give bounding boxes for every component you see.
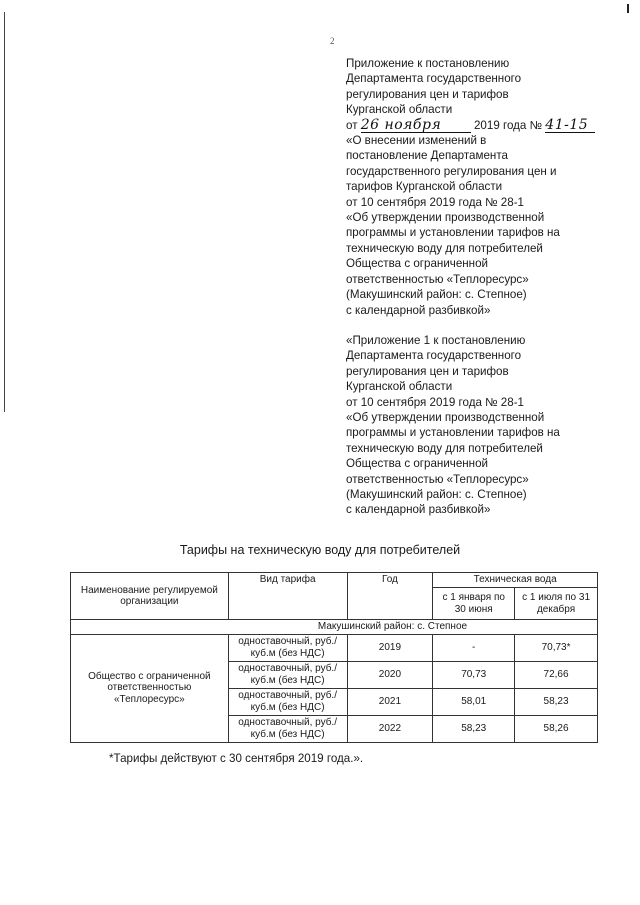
annex-line: государственного регулирования цен и xyxy=(346,164,557,178)
header-second-half: с 1 июля по 31 декабря xyxy=(515,588,598,620)
annex-line: «Приложение 1 к постановлению xyxy=(346,333,526,347)
value-second-half: 58,26 xyxy=(515,715,598,742)
annex-line: регулирования цен и тарифов xyxy=(346,364,509,378)
tariff-type-cell: одноставочный, руб./куб.м (без НДС) xyxy=(228,688,347,715)
org-name-cell: Общество с ограниченной ответственностью «Теплоресурс» xyxy=(71,634,229,742)
tariff-type-cell: одноставочный, руб./куб.м (без НДС) xyxy=(228,661,347,688)
annex-line: Департамента государственного xyxy=(346,349,522,363)
year-cell: 2022 xyxy=(347,715,433,742)
annex-line: Приложение к постановлению xyxy=(346,57,510,70)
annex-line: техническую воду для потребителей xyxy=(346,441,543,455)
handwritten-date-field xyxy=(360,116,471,133)
date-year: 2019 года № xyxy=(473,118,543,132)
annex-line: Курганской области xyxy=(346,380,453,394)
footnote: *Тарифы действуют с 30 сентября 2019 года.». xyxy=(109,752,364,765)
tariff-table xyxy=(70,572,598,743)
header-first-half: с 1 января по 30 июня xyxy=(433,588,515,620)
annex-date-line xyxy=(346,118,631,133)
annex-line: регулирования цен и тарифов xyxy=(346,87,509,101)
region-row: Макушинский район: с. Степное xyxy=(71,620,598,635)
year-cell: 2020 xyxy=(347,661,433,688)
handwritten-number-field xyxy=(545,116,595,133)
annex-line: от 10 сентября 2019 года № 28-1 xyxy=(346,395,525,409)
year-cell: 2019 xyxy=(347,634,433,661)
page-number: 2 xyxy=(330,36,335,46)
annex-line: ответственностью «Теплоресурс» xyxy=(346,472,529,486)
value-first-half: - xyxy=(433,634,515,661)
header-org: Наименование регулируемой организации xyxy=(71,573,229,620)
value-second-half: 70,73* xyxy=(515,634,598,661)
value-first-half: 70,73 xyxy=(433,661,515,688)
handwritten-date: 26 ноября xyxy=(360,116,442,133)
scan-corner-mark xyxy=(627,4,629,13)
annex-line: постановление Департамента xyxy=(346,149,508,163)
value-first-half: 58,01 xyxy=(433,688,515,715)
annex-line: техническую воду для потребителей xyxy=(346,241,543,255)
scan-edge-line xyxy=(4,12,5,412)
value-first-half: 58,23 xyxy=(433,715,515,742)
annex-line: (Макушинский район: с. Степное) xyxy=(346,288,527,302)
annex-line: Общества с ограниченной xyxy=(346,257,489,271)
annex-line: Департамента государственного xyxy=(346,72,522,86)
annex-line: тарифов Курганской области xyxy=(346,180,503,194)
annex-line: от 10 сентября 2019 года № 28-1 xyxy=(346,195,525,209)
annex-line: Общества с ограниченной xyxy=(346,457,489,471)
header-water: Техническая вода xyxy=(433,573,598,588)
value-second-half: 72,66 xyxy=(515,661,598,688)
annex-header xyxy=(346,56,631,518)
date-prefix: от xyxy=(346,118,358,132)
annex-line: «Об утверждении производственной xyxy=(346,410,545,424)
annex-line: программы и установлении тарифов на xyxy=(346,426,560,440)
annex-line: с календарной разбивкой» xyxy=(346,303,491,317)
annex-line: ответственностью «Теплоресурс» xyxy=(346,272,529,286)
annex-line: с календарной разбивкой» xyxy=(346,503,491,517)
tariff-type-cell: одноставочный, руб./куб.м (без НДС) xyxy=(228,715,347,742)
annex-line: «Об утверждении производственной xyxy=(346,211,545,225)
header-year: Год xyxy=(347,573,433,620)
tariff-type-cell: одноставочный, руб./куб.м (без НДС) xyxy=(228,634,347,661)
annex-line: (Макушинский район: с. Степное) xyxy=(346,487,527,501)
handwritten-number: 41-15 xyxy=(545,116,589,133)
annex-line: программы и установлении тарифов на xyxy=(346,226,560,240)
year-cell: 2021 xyxy=(347,688,433,715)
table-title: Тарифы на техническую воду для потребителей xyxy=(179,543,461,557)
annex-line: «О внесении изменений в xyxy=(346,134,487,148)
value-second-half: 58,23 xyxy=(515,688,598,715)
header-type: Вид тарифа xyxy=(228,573,347,620)
annex-line: Курганской области xyxy=(346,103,453,117)
